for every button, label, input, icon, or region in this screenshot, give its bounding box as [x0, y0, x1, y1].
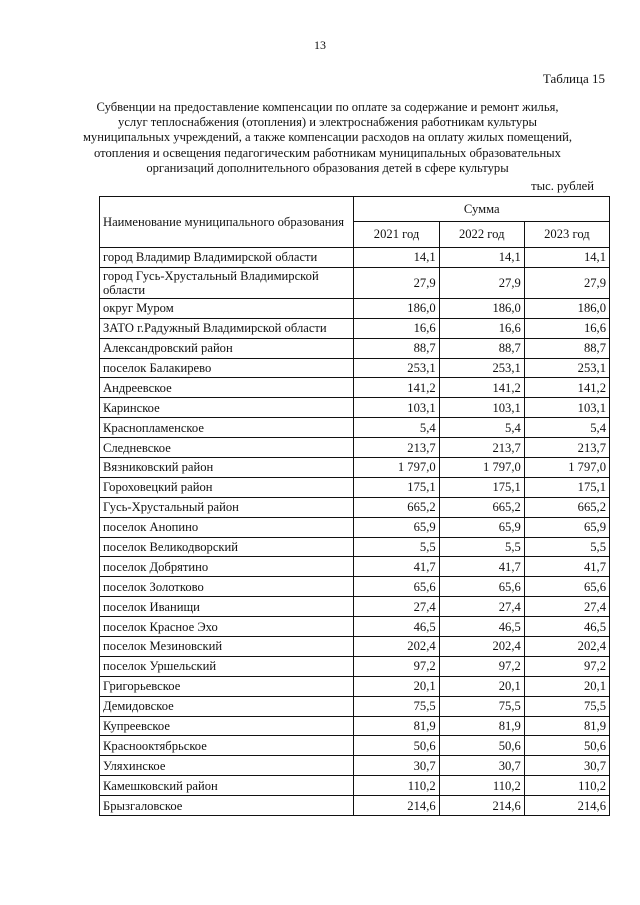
table-row: [100, 656, 610, 676]
amount-2022: 186,0: [439, 298, 524, 318]
amount-2021: 110,2: [354, 776, 439, 796]
title-line: услуг теплоснабжения (отопления) и электроснабжения работникам культуры: [118, 115, 537, 130]
amount-2021: 186,0: [354, 298, 439, 318]
municipality-name: Александровский район: [100, 338, 354, 358]
title-line: Субвенции на предоставление компенсации по оплате за содержание и ремонт жилья,: [96, 100, 559, 114]
amount-2021: 16,6: [354, 318, 439, 338]
table-row: [100, 358, 610, 378]
table-row: [100, 557, 610, 577]
subsidy-table: [99, 196, 610, 816]
table-row: [100, 756, 610, 776]
municipality-name: Брызгаловское: [100, 796, 354, 816]
amount-2023: 65,9: [524, 517, 609, 537]
amount-2023: 65,6: [524, 577, 609, 597]
amount-2021: 213,7: [354, 438, 439, 458]
amount-2021: 103,1: [354, 398, 439, 418]
amount-2023: 27,4: [524, 597, 609, 617]
amount-2022: 253,1: [439, 358, 524, 378]
column-header-2022: 2022 год: [439, 222, 524, 248]
amount-2022: 141,2: [439, 378, 524, 398]
amount-2023: 88,7: [524, 338, 609, 358]
municipality-name: поселок Балакирево: [100, 358, 354, 378]
municipality-name: Следневское: [100, 438, 354, 458]
amount-2023: 14,1: [524, 248, 609, 268]
title-line: муниципальных учреждений, а также компенсации расходов на оплату жилых помещений,: [82, 130, 573, 145]
amount-2022: 75,5: [439, 696, 524, 716]
table-header: [100, 197, 610, 248]
municipality-name: поселок Красное Эхо: [100, 617, 354, 637]
table-row: [100, 577, 610, 597]
amount-2021: 5,4: [354, 418, 439, 438]
amount-2022: 65,6: [439, 577, 524, 597]
amount-2022: 27,9: [439, 267, 524, 298]
amount-2021: 65,9: [354, 517, 439, 537]
table-row: [100, 597, 610, 617]
units-label: тыс. рублей: [531, 179, 594, 193]
amount-2023: 214,6: [524, 796, 609, 816]
table-title: [70, 100, 585, 176]
amount-2023: 110,2: [524, 776, 609, 796]
amount-2021: 214,6: [354, 796, 439, 816]
amount-2023: 253,1: [524, 358, 609, 378]
amount-2022: 16,6: [439, 318, 524, 338]
table-row: [100, 517, 610, 537]
amount-2023: 30,7: [524, 756, 609, 776]
amount-2021: 27,4: [354, 597, 439, 617]
table-row: [100, 676, 610, 696]
municipality-name: Андреевское: [100, 378, 354, 398]
amount-2023: 41,7: [524, 557, 609, 577]
table-row: [100, 796, 610, 816]
amount-2021: 20,1: [354, 676, 439, 696]
municipality-name: поселок Золотково: [100, 577, 354, 597]
table-row: [100, 477, 610, 497]
municipality-name: город Гусь-Хрустальный Владимирской области: [100, 267, 354, 298]
amount-2021: 27,9: [354, 267, 439, 298]
municipality-name: Гусь-Хрустальный район: [100, 497, 354, 517]
municipality-name: Вязниковский район: [100, 458, 354, 478]
amount-2022: 65,9: [439, 517, 524, 537]
amount-2022: 88,7: [439, 338, 524, 358]
amount-2023: 202,4: [524, 637, 609, 657]
municipality-name: Краснопламенское: [100, 418, 354, 438]
municipality-name: поселок Уршельский: [100, 656, 354, 676]
amount-2022: 5,4: [439, 418, 524, 438]
municipality-name: поселок Мезиновский: [100, 637, 354, 657]
table-row: [100, 458, 610, 478]
table-row: [100, 776, 610, 796]
table-row: [100, 438, 610, 458]
amount-2022: 30,7: [439, 756, 524, 776]
table-row: [100, 537, 610, 557]
municipality-name: Камешковский район: [100, 776, 354, 796]
table-row: [100, 378, 610, 398]
table-row: [100, 497, 610, 517]
amount-2021: 97,2: [354, 656, 439, 676]
amount-2022: 103,1: [439, 398, 524, 418]
amount-2021: 665,2: [354, 497, 439, 517]
amount-2023: 75,5: [524, 696, 609, 716]
table-row: [100, 617, 610, 637]
municipality-name: Каринское: [100, 398, 354, 418]
amount-2022: 5,5: [439, 537, 524, 557]
amount-2022: 665,2: [439, 497, 524, 517]
amount-2022: 97,2: [439, 656, 524, 676]
amount-2021: 46,5: [354, 617, 439, 637]
amount-2022: 110,2: [439, 776, 524, 796]
amount-2021: 81,9: [354, 716, 439, 736]
table-row: [100, 696, 610, 716]
amount-2023: 16,6: [524, 318, 609, 338]
municipality-name: поселок Добрятино: [100, 557, 354, 577]
amount-2022: 27,4: [439, 597, 524, 617]
amount-2021: 14,1: [354, 248, 439, 268]
amount-2022: 81,9: [439, 716, 524, 736]
amount-2023: 1 797,0: [524, 458, 609, 478]
municipality-name: Григорьевское: [100, 676, 354, 696]
municipality-name: поселок Иванищи: [100, 597, 354, 617]
municipality-name: Уляхинское: [100, 756, 354, 776]
title-line: отопления и освещения педагогическим работникам муниципальных образовательных: [94, 145, 561, 160]
amount-2021: 253,1: [354, 358, 439, 378]
table-row: [100, 736, 610, 756]
amount-2022: 1 797,0: [439, 458, 524, 478]
municipality-name: округ Муром: [100, 298, 354, 318]
amount-2022: 41,7: [439, 557, 524, 577]
table-label: Таблица 15: [542, 71, 605, 86]
amount-2023: 175,1: [524, 477, 609, 497]
column-header-2023: 2023 год: [524, 222, 609, 248]
amount-2022: 46,5: [439, 617, 524, 637]
amount-2021: 202,4: [354, 637, 439, 657]
amount-2021: 41,7: [354, 557, 439, 577]
amount-2021: 141,2: [354, 378, 439, 398]
amount-2021: 5,5: [354, 537, 439, 557]
title-line: организаций дополнительного образования детей в сфере культуры: [146, 160, 509, 175]
amount-2021: 30,7: [354, 756, 439, 776]
table-row: [100, 267, 610, 298]
amount-2021: 75,5: [354, 696, 439, 716]
amount-2022: 14,1: [439, 248, 524, 268]
amount-2022: 20,1: [439, 676, 524, 696]
amount-2023: 27,9: [524, 267, 609, 298]
municipality-name: Купреевское: [100, 716, 354, 736]
amount-2023: 186,0: [524, 298, 609, 318]
amount-2022: 50,6: [439, 736, 524, 756]
amount-2022: 213,7: [439, 438, 524, 458]
amount-2023: 103,1: [524, 398, 609, 418]
amount-2021: 88,7: [354, 338, 439, 358]
amount-2023: 81,9: [524, 716, 609, 736]
amount-2021: 50,6: [354, 736, 439, 756]
municipality-name: поселок Великодворский: [100, 537, 354, 557]
amount-2023: 213,7: [524, 438, 609, 458]
amount-2021: 1 797,0: [354, 458, 439, 478]
amount-2022: 175,1: [439, 477, 524, 497]
amount-2023: 665,2: [524, 497, 609, 517]
column-header-name: Наименование муниципального образования: [100, 197, 354, 248]
municipality-name: Демидовское: [100, 696, 354, 716]
table-row: [100, 637, 610, 657]
municipality-name: Краснооктябрьское: [100, 736, 354, 756]
table-row: [100, 418, 610, 438]
amount-2023: 46,5: [524, 617, 609, 637]
amount-2023: 97,2: [524, 656, 609, 676]
municipality-name: Гороховецкий район: [100, 477, 354, 497]
table-body: [100, 248, 610, 816]
amount-2023: 20,1: [524, 676, 609, 696]
table-row: [100, 248, 610, 268]
table-row: [100, 338, 610, 358]
amount-2022: 202,4: [439, 637, 524, 657]
amount-2023: 50,6: [524, 736, 609, 756]
municipality-name: город Владимир Владимирской области: [100, 248, 354, 268]
amount-2022: 214,6: [439, 796, 524, 816]
amount-2023: 5,4: [524, 418, 609, 438]
column-header-sum: Сумма: [354, 197, 610, 222]
municipality-name: поселок Анопино: [100, 517, 354, 537]
amount-2021: 175,1: [354, 477, 439, 497]
amount-2021: 65,6: [354, 577, 439, 597]
table-row: [100, 398, 610, 418]
table-row: [100, 716, 610, 736]
amount-2023: 5,5: [524, 537, 609, 557]
municipality-name: ЗАТО г.Радужный Владимирской области: [100, 318, 354, 338]
column-header-2021: 2021 год: [354, 222, 439, 248]
amount-2023: 141,2: [524, 378, 609, 398]
table-row: [100, 298, 610, 318]
table-row: [100, 318, 610, 338]
page-number: 13: [314, 38, 326, 52]
